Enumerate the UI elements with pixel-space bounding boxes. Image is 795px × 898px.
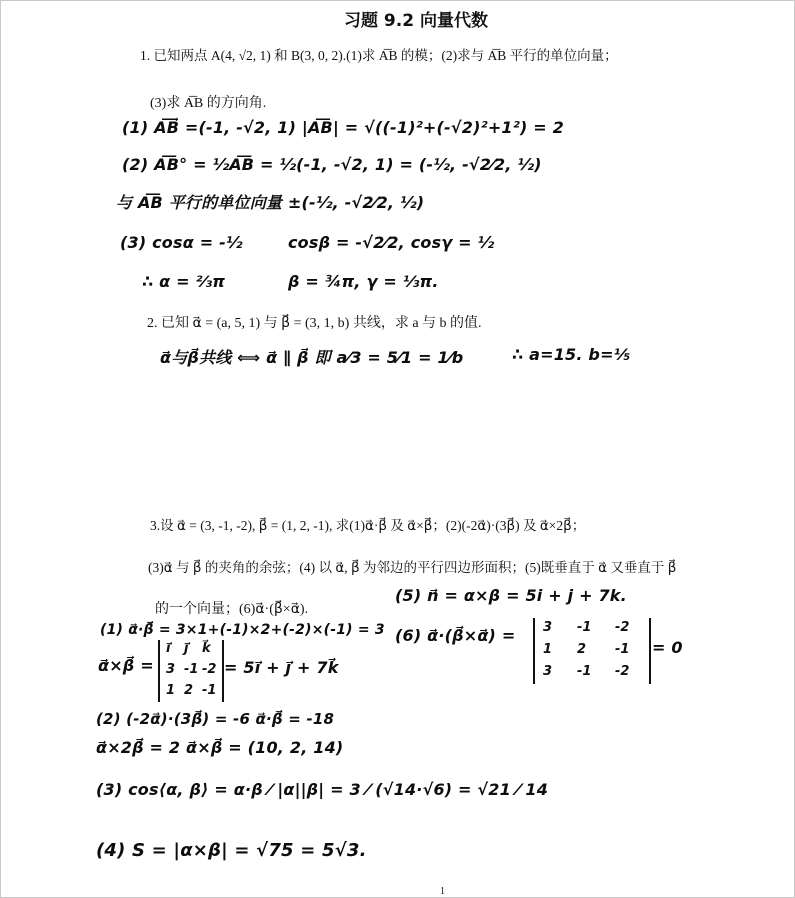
problem1-statement: 1. 已知两点 A(4, √2, 1) 和 B(3, 0, 2).(1)求 A͞B 的模；(2)求与 A͞B 平行的单位向量； — [140, 48, 618, 63]
problem3-statement: 3.设 α⃗ = (3, -1, -2), β⃗ = (1, 2, -1), 求(1)α⃗·β⃗ 及 α⃗×β⃗；(2)(-2α⃗)·(3β⃗) 及 α⃗×2β⃗； — [150, 518, 586, 533]
sol3-part5: (5) n⃗ = α×β = 5i + j + 7k. — [395, 586, 627, 605]
sol2-answer: ∴ a=15. b=⅕ — [512, 345, 631, 364]
sol3-part1-cross-label: α⃗×β⃗ = — [98, 656, 154, 675]
det1-cell: j⃗ — [184, 641, 189, 656]
page-number: 1 — [440, 886, 445, 897]
det1-cell: 2 — [184, 683, 194, 698]
sol1-line4-cosbeta: cosβ = -√2⁄2, cosγ = ½ — [288, 233, 495, 252]
det2-cell: 2 — [577, 642, 587, 657]
det2-cell: 3 — [543, 620, 553, 635]
sol3-part4-area: (4) S = |α×β| = √75 = 5√3. — [96, 840, 367, 861]
determinant-part6 — [533, 618, 651, 684]
det2-cell: -1 — [615, 642, 630, 657]
sol1-line1: (1) A͞B⃗ =(-1, -√2, 1) |A͞B| = √((-1)²+(-√2)²+1²) = 2 — [122, 118, 564, 137]
det2-cell: -1 — [577, 664, 592, 679]
sol3-part2-cross: α⃗×2β⃗ = 2 α⃗×β⃗ = (10, 2, 14) — [96, 738, 344, 757]
sol2-line1: α⃗与β⃗共线 ⟺ α⃗ ∥ β⃗ 即 a⁄3 = 5⁄1 = 1⁄b — [160, 348, 464, 367]
problem1-part3: (3)求 A͞B 的方向角. — [150, 96, 267, 111]
sol3-part6-result: = 0 — [652, 638, 683, 657]
sol1-line3: 与 A͞B 平行的单位向量 ±(-½, -√2⁄2, ½) — [116, 193, 425, 212]
det2-cell: 1 — [543, 642, 553, 657]
sol3-part3-cosine: (3) cos⟨α, β⟩ = α·β ⁄ |α||β| = 3 ⁄ (√14·√6) = √21 ⁄ 14 — [96, 780, 549, 799]
problem3-part6: 的一个向量；(6)α⃗·(β⃗×α⃗). — [155, 602, 309, 617]
page-title: 习题 9.2 向量代数 — [344, 11, 488, 31]
det1-cell: -1 — [202, 683, 217, 698]
determinant-part1 — [158, 640, 224, 702]
det1-cell: -1 — [184, 662, 199, 677]
det2-cell: -2 — [615, 620, 630, 635]
det1-cell: k⃗ — [202, 641, 211, 656]
sol1-line5-beta: β = ¾π, γ = ⅓π. — [288, 272, 439, 291]
det2-cell: -1 — [577, 620, 592, 635]
det1-cell: 3 — [166, 662, 176, 677]
problem2-statement: 2. 已知 α⃗ = (a, 5, 1) 与 β⃗ = (3, 1, b) 共线，求 a 与 b 的值. — [147, 316, 482, 331]
det2-cell: 3 — [543, 664, 553, 679]
sol3-part1-cross-result: = 5i⃗ + j⃗ + 7k⃗ — [224, 658, 339, 677]
problem3-parts: (3)α⃗ 与 β⃗ 的夹角的余弦；(4) 以 α⃗, β⃗ 为邻边的平行四边形面积；(5)既垂直于 α⃗ 又垂直于 β⃗ — [148, 560, 677, 575]
det1-cell: 1 — [166, 683, 176, 698]
sol1-line5-alpha: ∴ α = ⅔π — [142, 272, 226, 291]
det1-cell: i⃗ — [166, 641, 171, 656]
sol3-part1-dot: (1) α⃗·β⃗ = 3×1+(-1)×2+(-2)×(-1) = 3 — [100, 622, 385, 638]
sol1-line2: (2) A͞B° = ½A͞B = ½(-1, -√2, 1) = (-½, -√2⁄2, ½) — [122, 155, 542, 174]
sol1-line4-cosalpha: (3) cosα = -½ — [120, 233, 243, 252]
det2-cell: -2 — [615, 664, 630, 679]
sol3-part2-dot: (2) (-2α⃗)·(3β⃗) = -6 α⃗·β⃗ = -18 — [96, 710, 335, 728]
det1-cell: -2 — [202, 662, 217, 677]
sol3-part6-label: (6) α⃗·(β⃗×α⃗) = — [395, 626, 516, 645]
